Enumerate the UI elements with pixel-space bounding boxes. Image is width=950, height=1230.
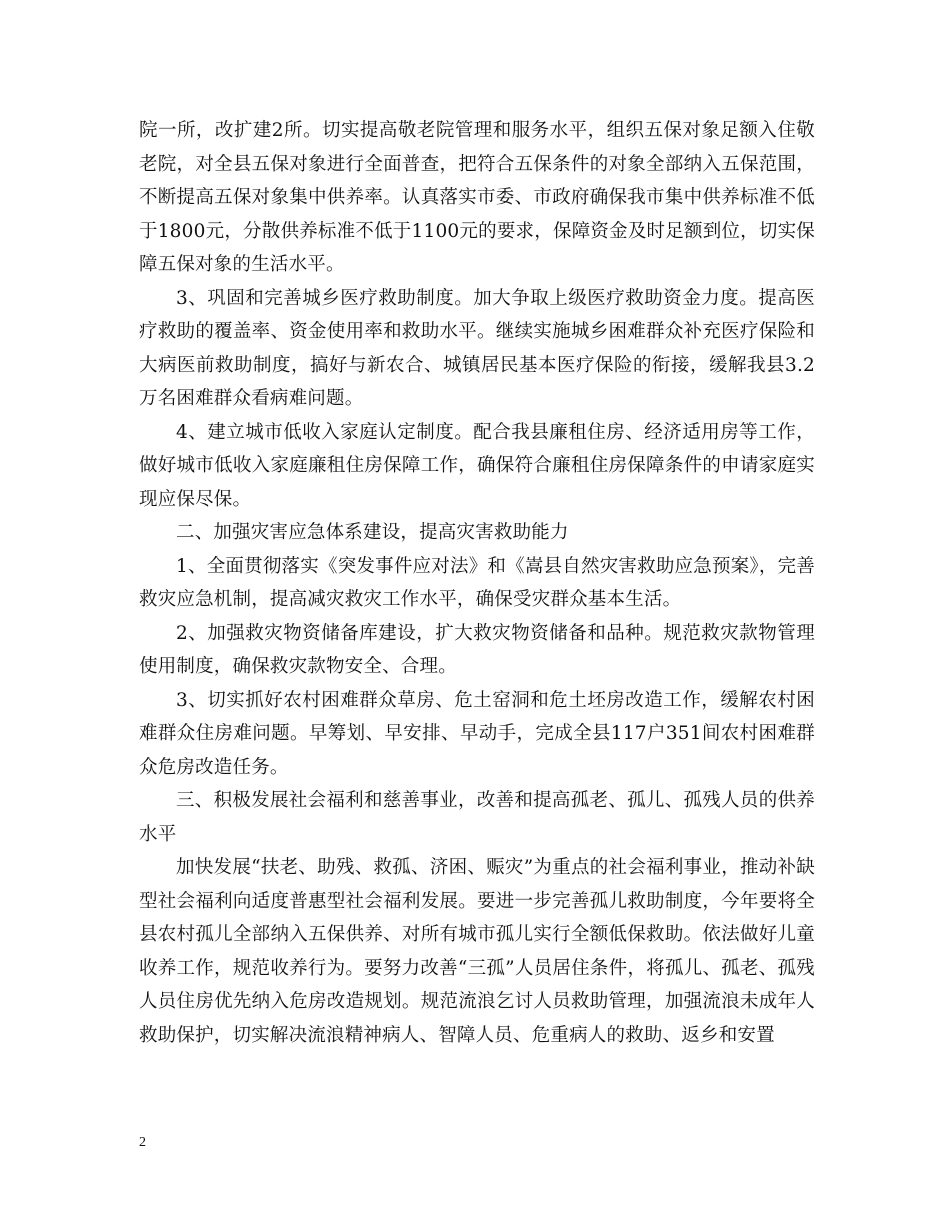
- paragraph-relief-supplies: 2、加强救灾物资储备库建设，扩大救灾物资储备和品种。规范救灾款物管理使用制度，确保救灾款物安全、合理。: [139, 622, 815, 677]
- paragraph-low-income-housing: 4、建立城市低收入家庭认定制度。配合我县廉租住房、经济适用房等工作，做好城市低收入家庭廉租住房保障工作，确保符合廉租住房保障条件的申请家庭实现应保尽保。: [139, 421, 815, 510]
- section-heading-disaster-relief: 二、加强灾害应急体系建设，提高灾害救助能力: [176, 522, 569, 543]
- document-body: [139, 114, 815, 1052]
- paragraph-welfare-development: 加快发展“扶老、助残、救孤、济困、赈灾”为重点的社会福利事业，推动补缺型社会福利向适度普惠型社会福利发展。要进一步完善孤儿救助制度，今年要将全县农村孤儿全部纳入五保供养、对所有城市孤儿实行全额低保救助。依法做好儿童收养工作，规范收养行为。要努力改善“三孤”人员居住条件，将孤儿、孤老、孤残人员住房优先纳入危房改造规划。规范流浪乞讨人员救助管理，加强流浪未成年人救助保护，切实解决流浪精神病人、智障人员、危重病人的救助、返乡和安置: [139, 857, 815, 1046]
- paragraph-housing-renovation: 3、切实抓好农村困难群众草房、危土窑洞和危土坯房改造工作，缓解农村困难群众住房难问题。早筹划、早安排、早动手，完成全县117户351间农村困难群众危房改造任务。: [139, 689, 815, 778]
- paragraph-emergency-law: 1、全面贯彻落实《突发事件应对法》和《嵩县自然灾害救助应急预案》，完善救灾应急机制，提高减灾救灾工作水平，确保受灾群众基本生活。: [139, 555, 815, 610]
- paragraph-continuation: 院一所，改扩建2所。切实提高敬老院管理和服务水平，组织五保对象足额入住敬老院，对全县五保对象进行全面普查，把符合五保条件的对象全部纳入五保范围，不断提高五保对象集中供养率。认真落实市委、市政府确保我市集中供养标准不低于1800元，分散供养标准不低于1100元的要求，保障资金及时足额到位，切实保障五保对象的生活水平。: [139, 120, 815, 275]
- section-heading-social-welfare: 三、积极发展社会福利和慈善事业，改善和提高孤老、孤儿、孤残人员的供养水平: [139, 790, 815, 845]
- paragraph-medical-aid: 3、巩固和完善城乡医疗救助制度。加大争取上级医疗救助资金力度。提高医疗救助的覆盖率、资金使用率和救助水平。继续实施城乡困难群众补充医疗保险和大病医前救助制度，搞好与新农合、城镇居民基本医疗保险的衔接，缓解我县3.2万名困难群众看病难问题。: [139, 287, 815, 409]
- page-number: 2: [139, 1135, 146, 1150]
